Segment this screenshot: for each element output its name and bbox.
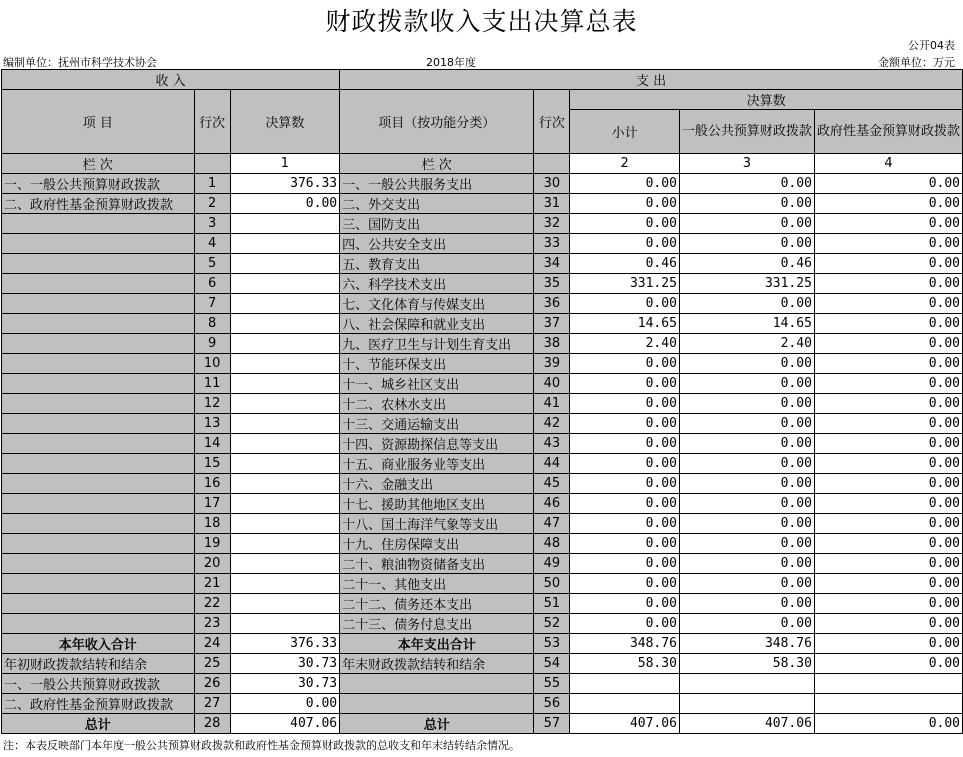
income-item-cell [2, 354, 195, 374]
fund-budget-header: 政府性基金预算财政拨款 [814, 110, 962, 154]
expense-item-cell: 二、外交支出 [340, 194, 534, 214]
subtotal-cell: 58.30 [570, 654, 679, 674]
subtotal-cell: 0.00 [570, 354, 679, 374]
income-amount-cell: 376.33 [230, 174, 339, 194]
expense-row-no-cell: 52 [534, 614, 570, 634]
expense-item-cell: 九、医疗卫生与计划生育支出 [340, 334, 534, 354]
income-amount-cell [230, 594, 339, 614]
income-amount-cell [230, 534, 339, 554]
general-budget-cell: 0.00 [679, 174, 814, 194]
expense-row-no-cell: 49 [534, 554, 570, 574]
income-row-no-cell: 15 [194, 454, 230, 474]
expense-item-cell: 三、国防支出 [340, 214, 534, 234]
fund-budget-cell: 0.00 [814, 214, 962, 234]
column-index-3: 3 [679, 154, 814, 174]
table-row [2, 234, 963, 254]
table-row [2, 614, 963, 634]
subtotal-header: 小计 [570, 110, 679, 154]
fund-budget-cell: 0.00 [814, 414, 962, 434]
fund-budget-cell: 0.00 [814, 554, 962, 574]
column-label-left: 栏 次 [2, 154, 195, 174]
table-row [2, 354, 963, 374]
table-row [2, 294, 963, 314]
subtotal-cell: 14.65 [570, 314, 679, 334]
budget-table [1, 69, 963, 734]
general-budget-cell: 407.06 [679, 714, 814, 734]
general-budget-cell [679, 694, 814, 714]
income-row-no-cell: 18 [194, 514, 230, 534]
expense-item-cell: 十三、交通运输支出 [340, 414, 534, 434]
income-amount-cell [230, 434, 339, 454]
fund-budget-cell: 0.00 [814, 614, 962, 634]
expense-item-cell: 二十三、债务付息支出 [340, 614, 534, 634]
expense-row-no-cell: 36 [534, 294, 570, 314]
currency-unit: 金额单位：万元 [878, 56, 955, 69]
income-amount-cell: 30.73 [230, 674, 339, 694]
income-amount-cell: 0.00 [230, 694, 339, 714]
income-item-cell: 一、一般公共预算财政拨款 [2, 174, 195, 194]
expense-row-no-header: 行次 [534, 90, 570, 154]
income-row-no-cell: 10 [194, 354, 230, 374]
column-blank-left [194, 154, 230, 174]
income-item-cell: 二、政府性基金预算财政拨款 [2, 694, 195, 714]
expense-row-no-cell: 31 [534, 194, 570, 214]
income-amount-cell [230, 494, 339, 514]
income-row-no-cell: 5 [194, 254, 230, 274]
income-amount-cell [230, 474, 339, 494]
table-row [2, 434, 963, 454]
form-code: 公开04表 [908, 39, 955, 52]
subtotal-cell: 0.46 [570, 254, 679, 274]
general-budget-cell: 0.00 [679, 614, 814, 634]
table-row [2, 514, 963, 534]
subtotal-cell: 0.00 [570, 214, 679, 234]
expense-row-no-cell: 33 [534, 234, 570, 254]
income-item-cell [2, 514, 195, 534]
income-item-cell [2, 454, 195, 474]
income-row-no-cell: 26 [194, 674, 230, 694]
expense-item-cell: 七、文化体育与传媒支出 [340, 294, 534, 314]
fund-budget-cell: 0.00 [814, 234, 962, 254]
fund-budget-cell: 0.00 [814, 434, 962, 454]
subtotal-cell: 407.06 [570, 714, 679, 734]
general-budget-cell: 0.00 [679, 534, 814, 554]
expense-row-no-cell: 39 [534, 354, 570, 374]
fund-budget-cell: 0.00 [814, 654, 962, 674]
expense-item-cell: 十、节能环保支出 [340, 354, 534, 374]
subtotal-cell: 0.00 [570, 614, 679, 634]
income-row-no-cell: 23 [194, 614, 230, 634]
expense-row-no-cell: 37 [534, 314, 570, 334]
income-row-no-cell: 21 [194, 574, 230, 594]
income-item-cell [2, 574, 195, 594]
subtotal-cell: 0.00 [570, 494, 679, 514]
income-amount-cell [230, 294, 339, 314]
income-row-no-cell: 20 [194, 554, 230, 574]
subtotal-cell [570, 674, 679, 694]
expense-item-cell: 总计 [340, 714, 534, 734]
general-budget-cell: 0.00 [679, 294, 814, 314]
income-item-cell [2, 534, 195, 554]
expense-row-no-cell: 32 [534, 214, 570, 234]
subtotal-cell: 0.00 [570, 374, 679, 394]
table-row [2, 674, 963, 694]
table-row [2, 314, 963, 334]
general-budget-cell: 0.46 [679, 254, 814, 274]
income-amount-cell [230, 614, 339, 634]
subtotal-cell: 0.00 [570, 534, 679, 554]
income-amount-cell [230, 334, 339, 354]
general-budget-cell: 0.00 [679, 374, 814, 394]
income-row-no-cell: 28 [194, 714, 230, 734]
general-budget-cell [679, 674, 814, 694]
table-row [2, 594, 963, 614]
income-amount-cell [230, 274, 339, 294]
expense-item-cell: 一、一般公共服务支出 [340, 174, 534, 194]
income-item-cell [2, 554, 195, 574]
expense-item-cell: 五、教育支出 [340, 254, 534, 274]
column-label-right: 栏 次 [340, 154, 534, 174]
expense-row-no-cell: 35 [534, 274, 570, 294]
income-amount-cell [230, 374, 339, 394]
column-index-2: 2 [570, 154, 679, 174]
general-budget-cell: 0.00 [679, 494, 814, 514]
general-budget-cell: 0.00 [679, 354, 814, 374]
fund-budget-cell: 0.00 [814, 194, 962, 214]
expense-item-cell [340, 694, 534, 714]
general-budget-cell: 0.00 [679, 394, 814, 414]
expense-item-cell: 十五、商业服务业等支出 [340, 454, 534, 474]
fund-budget-cell: 0.00 [814, 454, 962, 474]
expense-row-no-cell: 41 [534, 394, 570, 414]
table-row [2, 454, 963, 474]
expense-row-no-cell: 42 [534, 414, 570, 434]
expense-row-no-cell: 51 [534, 594, 570, 614]
income-row-no-cell: 8 [194, 314, 230, 334]
subtotal-cell: 2.40 [570, 334, 679, 354]
income-row-no-cell: 14 [194, 434, 230, 454]
expense-item-cell: 六、科学技术支出 [340, 274, 534, 294]
expense-row-no-cell: 54 [534, 654, 570, 674]
income-row-no-cell: 4 [194, 234, 230, 254]
income-item-cell [2, 314, 195, 334]
income-item-cell [2, 214, 195, 234]
expense-item-cell: 年末财政拨款结转和结余 [340, 654, 534, 674]
income-row-no-cell: 6 [194, 274, 230, 294]
expense-row-no-cell: 45 [534, 474, 570, 494]
table-row [2, 374, 963, 394]
general-budget-cell: 0.00 [679, 554, 814, 574]
expense-item-cell: 二十二、债务还本支出 [340, 594, 534, 614]
income-item-cell [2, 394, 195, 414]
income-amount-cell [230, 354, 339, 374]
income-row-no-cell: 11 [194, 374, 230, 394]
table-row [2, 394, 963, 414]
income-row-no-header: 行次 [194, 90, 230, 154]
expense-row-no-cell: 43 [534, 434, 570, 454]
subtotal-cell: 0.00 [570, 514, 679, 534]
income-row-no-cell: 3 [194, 214, 230, 234]
expense-header: 支 出 [340, 70, 963, 90]
table-row [2, 254, 963, 274]
income-item-cell [2, 294, 195, 314]
fund-budget-cell: 0.00 [814, 474, 962, 494]
fund-budget-cell: 0.00 [814, 514, 962, 534]
expense-item-cell: 八、社会保障和就业支出 [340, 314, 534, 334]
income-row-no-cell: 13 [194, 414, 230, 434]
general-budget-cell: 0.00 [679, 594, 814, 614]
expense-row-no-cell: 47 [534, 514, 570, 534]
general-budget-cell: 0.00 [679, 474, 814, 494]
expense-row-no-cell: 50 [534, 574, 570, 594]
expense-item-cell: 四、公共安全支出 [340, 234, 534, 254]
income-row-no-cell: 9 [194, 334, 230, 354]
page-title: 财政拨款收入支出决算总表 [325, 7, 638, 36]
table-row [2, 474, 963, 494]
subtotal-cell: 0.00 [570, 194, 679, 214]
subtotal-cell: 331.25 [570, 274, 679, 294]
fiscal-year: 2018年度 [426, 56, 476, 69]
expense-item-cell: 十四、资源勘探信息等支出 [340, 434, 534, 454]
general-budget-cell: 0.00 [679, 194, 814, 214]
subtotal-cell: 0.00 [570, 594, 679, 614]
subtotal-cell: 0.00 [570, 454, 679, 474]
income-amount-cell [230, 554, 339, 574]
subtotal-cell: 348.76 [570, 634, 679, 654]
general-budget-cell: 0.00 [679, 574, 814, 594]
subtotal-cell: 0.00 [570, 434, 679, 454]
expense-item-cell: 二十一、其他支出 [340, 574, 534, 594]
expense-row-no-cell: 44 [534, 454, 570, 474]
income-row-no-cell: 1 [194, 174, 230, 194]
expense-row-no-cell: 57 [534, 714, 570, 734]
subtotal-cell: 0.00 [570, 474, 679, 494]
income-item-header: 项 目 [2, 90, 195, 154]
income-amount-cell [230, 574, 339, 594]
income-item-cell [2, 494, 195, 514]
general-budget-cell: 348.76 [679, 634, 814, 654]
income-item-cell [2, 474, 195, 494]
fund-budget-cell: 0.00 [814, 294, 962, 314]
income-item-cell [2, 614, 195, 634]
income-amount-cell: 407.06 [230, 714, 339, 734]
table-row [2, 574, 963, 594]
general-budget-cell: 0.00 [679, 214, 814, 234]
income-row-no-cell: 7 [194, 294, 230, 314]
income-item-cell [2, 254, 195, 274]
income-item-cell [2, 414, 195, 434]
table-row [2, 554, 963, 574]
income-item-cell: 二、政府性基金预算财政拨款 [2, 194, 195, 214]
expense-row-no-cell: 56 [534, 694, 570, 714]
fund-budget-cell: 0.00 [814, 714, 962, 734]
final-amount-group-header: 决算数 [570, 90, 963, 110]
expense-item-cell: 本年支出合计 [340, 634, 534, 654]
fund-budget-cell: 0.00 [814, 254, 962, 274]
table-row [2, 694, 963, 714]
fund-budget-cell: 0.00 [814, 634, 962, 654]
fund-budget-cell: 0.00 [814, 494, 962, 514]
general-budget-header: 一般公共预算财政拨款 [679, 110, 814, 154]
expense-row-no-cell: 30 [534, 174, 570, 194]
income-row-no-cell: 19 [194, 534, 230, 554]
general-budget-cell: 0.00 [679, 514, 814, 534]
fund-budget-cell: 0.00 [814, 534, 962, 554]
expense-item-header: 项目（按功能分类） [340, 90, 534, 154]
subtotal-cell: 0.00 [570, 414, 679, 434]
income-item-cell [2, 594, 195, 614]
table-row [2, 654, 963, 674]
subtotal-cell: 0.00 [570, 554, 679, 574]
income-header: 收 入 [2, 70, 340, 90]
general-budget-cell: 2.40 [679, 334, 814, 354]
income-amount-cell [230, 254, 339, 274]
expense-row-no-cell: 40 [534, 374, 570, 394]
table-row [2, 414, 963, 434]
income-amount-cell [230, 394, 339, 414]
expense-item-cell: 十七、援助其他地区支出 [340, 494, 534, 514]
income-item-cell [2, 274, 195, 294]
income-row-no-cell: 22 [194, 594, 230, 614]
income-amount-cell: 0.00 [230, 194, 339, 214]
fund-budget-cell [814, 674, 962, 694]
table-row [2, 494, 963, 514]
general-budget-cell: 14.65 [679, 314, 814, 334]
income-item-cell [2, 434, 195, 454]
subtotal-cell: 0.00 [570, 234, 679, 254]
income-amount-cell: 376.33 [230, 634, 339, 654]
table-row [2, 534, 963, 554]
income-amount-cell: 30.73 [230, 654, 339, 674]
table-row [2, 274, 963, 294]
subtotal-cell: 0.00 [570, 574, 679, 594]
column-index-1: 1 [230, 154, 339, 174]
income-item-cell: 一、一般公共预算财政拨款 [2, 674, 195, 694]
general-budget-cell: 0.00 [679, 434, 814, 454]
fund-budget-cell: 0.00 [814, 314, 962, 334]
fund-budget-cell: 0.00 [814, 354, 962, 374]
expense-row-no-cell: 48 [534, 534, 570, 554]
income-row-no-cell: 25 [194, 654, 230, 674]
income-amount-cell [230, 314, 339, 334]
expense-item-cell: 十二、农林水支出 [340, 394, 534, 414]
expense-row-no-cell: 38 [534, 334, 570, 354]
expense-row-no-cell: 53 [534, 634, 570, 654]
subtotal-cell: 0.00 [570, 174, 679, 194]
income-amount-cell [230, 214, 339, 234]
table-row [2, 634, 963, 654]
general-budget-cell: 0.00 [679, 234, 814, 254]
expense-item-cell: 十六、金融支出 [340, 474, 534, 494]
table-row [2, 334, 963, 354]
fund-budget-cell: 0.00 [814, 394, 962, 414]
subtotal-cell [570, 694, 679, 714]
income-row-no-cell: 27 [194, 694, 230, 714]
expense-item-cell [340, 674, 534, 694]
income-amount-cell [230, 234, 339, 254]
income-item-cell [2, 234, 195, 254]
income-row-no-cell: 17 [194, 494, 230, 514]
income-amount-cell [230, 454, 339, 474]
fund-budget-cell: 0.00 [814, 274, 962, 294]
income-amount-header: 决算数 [230, 90, 339, 154]
fund-budget-cell: 0.00 [814, 334, 962, 354]
table-row [2, 714, 963, 734]
income-row-no-cell: 16 [194, 474, 230, 494]
fund-budget-cell: 0.00 [814, 174, 962, 194]
general-budget-cell: 58.30 [679, 654, 814, 674]
fund-budget-cell: 0.00 [814, 594, 962, 614]
subtotal-cell: 0.00 [570, 294, 679, 314]
expense-row-no-cell: 55 [534, 674, 570, 694]
income-amount-cell [230, 414, 339, 434]
fund-budget-cell: 0.00 [814, 374, 962, 394]
column-blank-right [534, 154, 570, 174]
income-row-no-cell: 12 [194, 394, 230, 414]
table-row [2, 214, 963, 234]
column-index-4: 4 [814, 154, 962, 174]
income-item-cell: 年初财政拨款结转和结余 [2, 654, 195, 674]
expense-item-cell: 十八、国土海洋气象等支出 [340, 514, 534, 534]
income-item-cell: 本年收入合计 [2, 634, 195, 654]
expense-row-no-cell: 46 [534, 494, 570, 514]
expense-item-cell: 十一、城乡社区支出 [340, 374, 534, 394]
fund-budget-cell: 0.00 [814, 574, 962, 594]
expense-item-cell: 二十、粮油物资储备支出 [340, 554, 534, 574]
income-item-cell [2, 334, 195, 354]
fund-budget-cell [814, 694, 962, 714]
income-amount-cell [230, 514, 339, 534]
income-row-no-cell: 2 [194, 194, 230, 214]
income-row-no-cell: 24 [194, 634, 230, 654]
income-item-cell [2, 374, 195, 394]
general-budget-cell: 0.00 [679, 454, 814, 474]
table-row [2, 194, 963, 214]
general-budget-cell: 331.25 [679, 274, 814, 294]
table-row [2, 174, 963, 194]
compiling-unit: 编制单位：抚州市科学技术协会 [3, 56, 157, 69]
footnote: 注：本表反映部门本年度一般公共预算财政拨款和政府性基金预算财政拨款的总收支和年末结转结余情况。 [3, 739, 520, 752]
general-budget-cell: 0.00 [679, 414, 814, 434]
expense-row-no-cell: 34 [534, 254, 570, 274]
income-item-cell: 总计 [2, 714, 195, 734]
subtotal-cell: 0.00 [570, 394, 679, 414]
expense-item-cell: 十九、住房保障支出 [340, 534, 534, 554]
